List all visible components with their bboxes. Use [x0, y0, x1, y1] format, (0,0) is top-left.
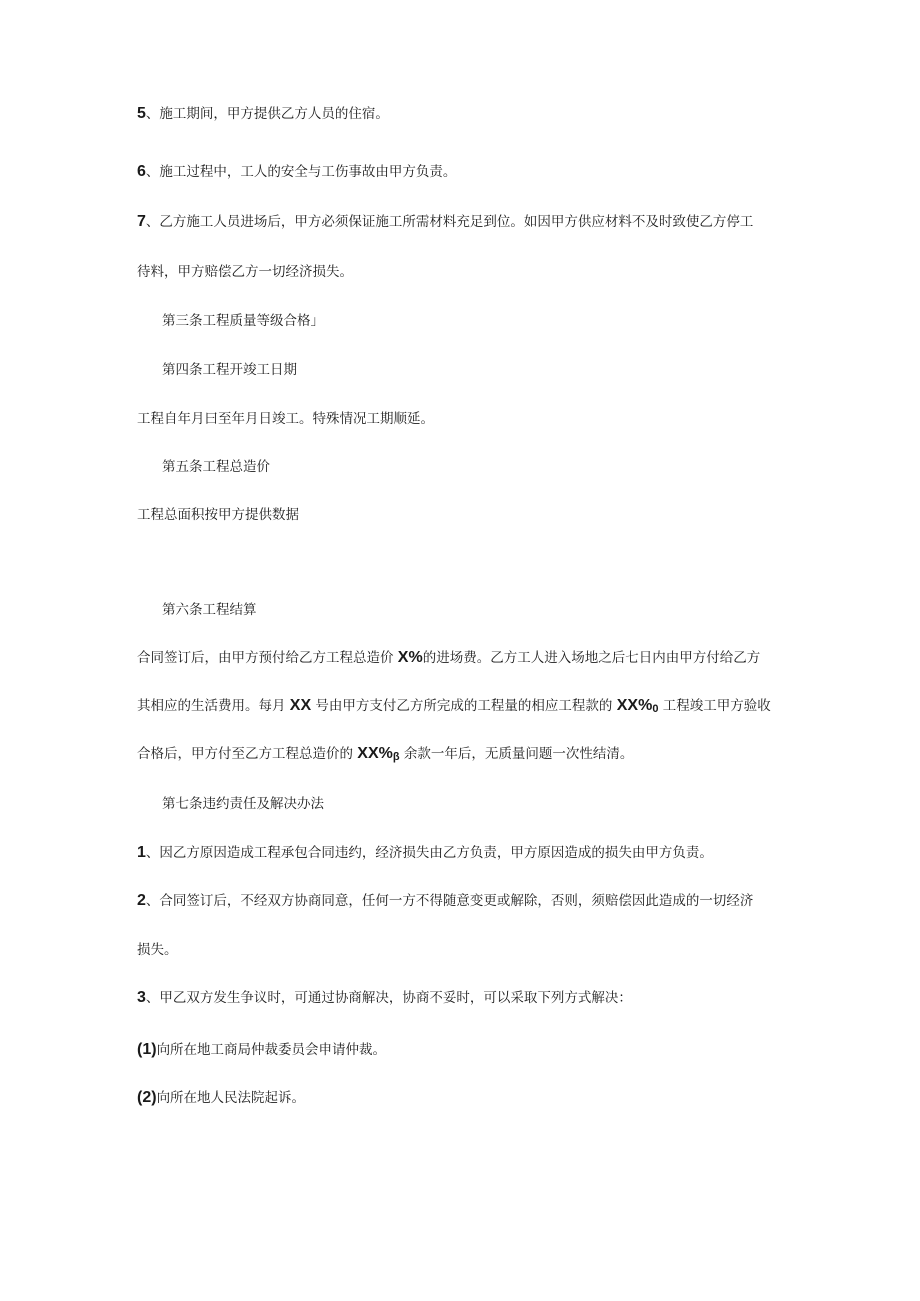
- subscript-mark: 0: [652, 703, 659, 715]
- clause-text: 、乙方施工人员进场后，甲方必须保证施工所需材料充足到位。如因甲方供应材料不及时致使乙方停工: [145, 214, 754, 230]
- article-4-text: 工程自年月曰至年月日竣工。特殊情况工期顺延。: [137, 411, 434, 427]
- clause-number: 3: [137, 989, 146, 1006]
- clause-text: 待料，甲方赔偿乙方一切经济损失。: [137, 264, 353, 280]
- percent-placeholder: X%: [397, 649, 423, 666]
- article-7-clause-3: [137, 988, 632, 1008]
- text: 合格后，甲方付至乙方工程总造价的: [137, 746, 358, 762]
- clause-text: 、因乙方原因造成工程承包合同违约，经济损失由乙方负责，甲方原因造成的损失由甲方负责。: [145, 845, 713, 861]
- article-6-line-1: [137, 648, 760, 668]
- clause-text: 、合同签订后，不经双方协商同意，任何一方不得随意变更或解除，否则，须赔偿因此造成的一切经济: [145, 893, 754, 909]
- option-text: 向所在地工商局仲裁委员会申请仲裁。: [156, 1042, 387, 1058]
- text: 合同签订后，由甲方预付给乙方工程总造价: [137, 650, 398, 666]
- clause-5: [137, 104, 389, 124]
- clause-7: [137, 212, 753, 232]
- clause-text: 、施工期间，甲方提供乙方人员的住宿。: [145, 106, 389, 122]
- article-7-clause-2-continued: [137, 940, 178, 960]
- article-7-option-1: [137, 1040, 386, 1060]
- article-7-option-2: [137, 1088, 305, 1108]
- article-7-clause-2: [137, 891, 753, 911]
- article-7-heading: 第七条违约责任及解决办法: [162, 796, 324, 812]
- text: 的进场费。乙方工人进入场地之后七日内由甲方付给乙方: [422, 650, 761, 666]
- clause-text: 、甲乙双方发生争议时，可通过协商解决，协商不妥时，可以采取下列方式解决：: [145, 990, 632, 1006]
- clause-number: 1: [137, 844, 146, 861]
- clause-text: 损失。: [137, 942, 178, 958]
- option-number: (1): [137, 1041, 157, 1058]
- article-7-clause-1: [137, 843, 713, 863]
- option-number: (2): [137, 1089, 157, 1106]
- text: 其相应的生活费用。每月: [137, 698, 290, 714]
- text: 工程竣工甲方验收: [658, 698, 771, 714]
- text: 号由甲方支付乙方所完成的工程量的相应工程款的: [311, 698, 617, 714]
- clause-6: [137, 162, 456, 182]
- percent-placeholder: XX%: [357, 745, 393, 762]
- article-3-heading: 第三条工程质量等级合格」: [162, 313, 324, 329]
- article-5-heading: 第五条工程总造价: [162, 459, 270, 475]
- text: 余款一年后，无质量问题一次性结清。: [399, 746, 634, 762]
- clause-number: 7: [137, 213, 146, 230]
- clause-number: 2: [137, 892, 146, 909]
- article-6-line-2: [137, 696, 771, 717]
- article-5-text: 工程总面积按甲方提供数据: [137, 507, 299, 523]
- article-6-line-3: [137, 744, 633, 765]
- clause-text: 、施工过程中，工人的安全与工伤事故由甲方负责。: [145, 164, 457, 180]
- article-6-heading: 第六条工程结算: [162, 602, 257, 618]
- option-text: 向所在地人民法院起诉。: [156, 1090, 306, 1106]
- day-placeholder: XX: [289, 697, 312, 714]
- subscript-mark: β: [392, 751, 400, 763]
- percent-placeholder: XX%: [616, 697, 653, 714]
- clause-7-continued: [137, 262, 353, 282]
- clause-number: 5: [137, 105, 146, 122]
- clause-number: 6: [137, 163, 146, 180]
- article-4-heading: 第四条工程开竣工日期: [162, 362, 297, 378]
